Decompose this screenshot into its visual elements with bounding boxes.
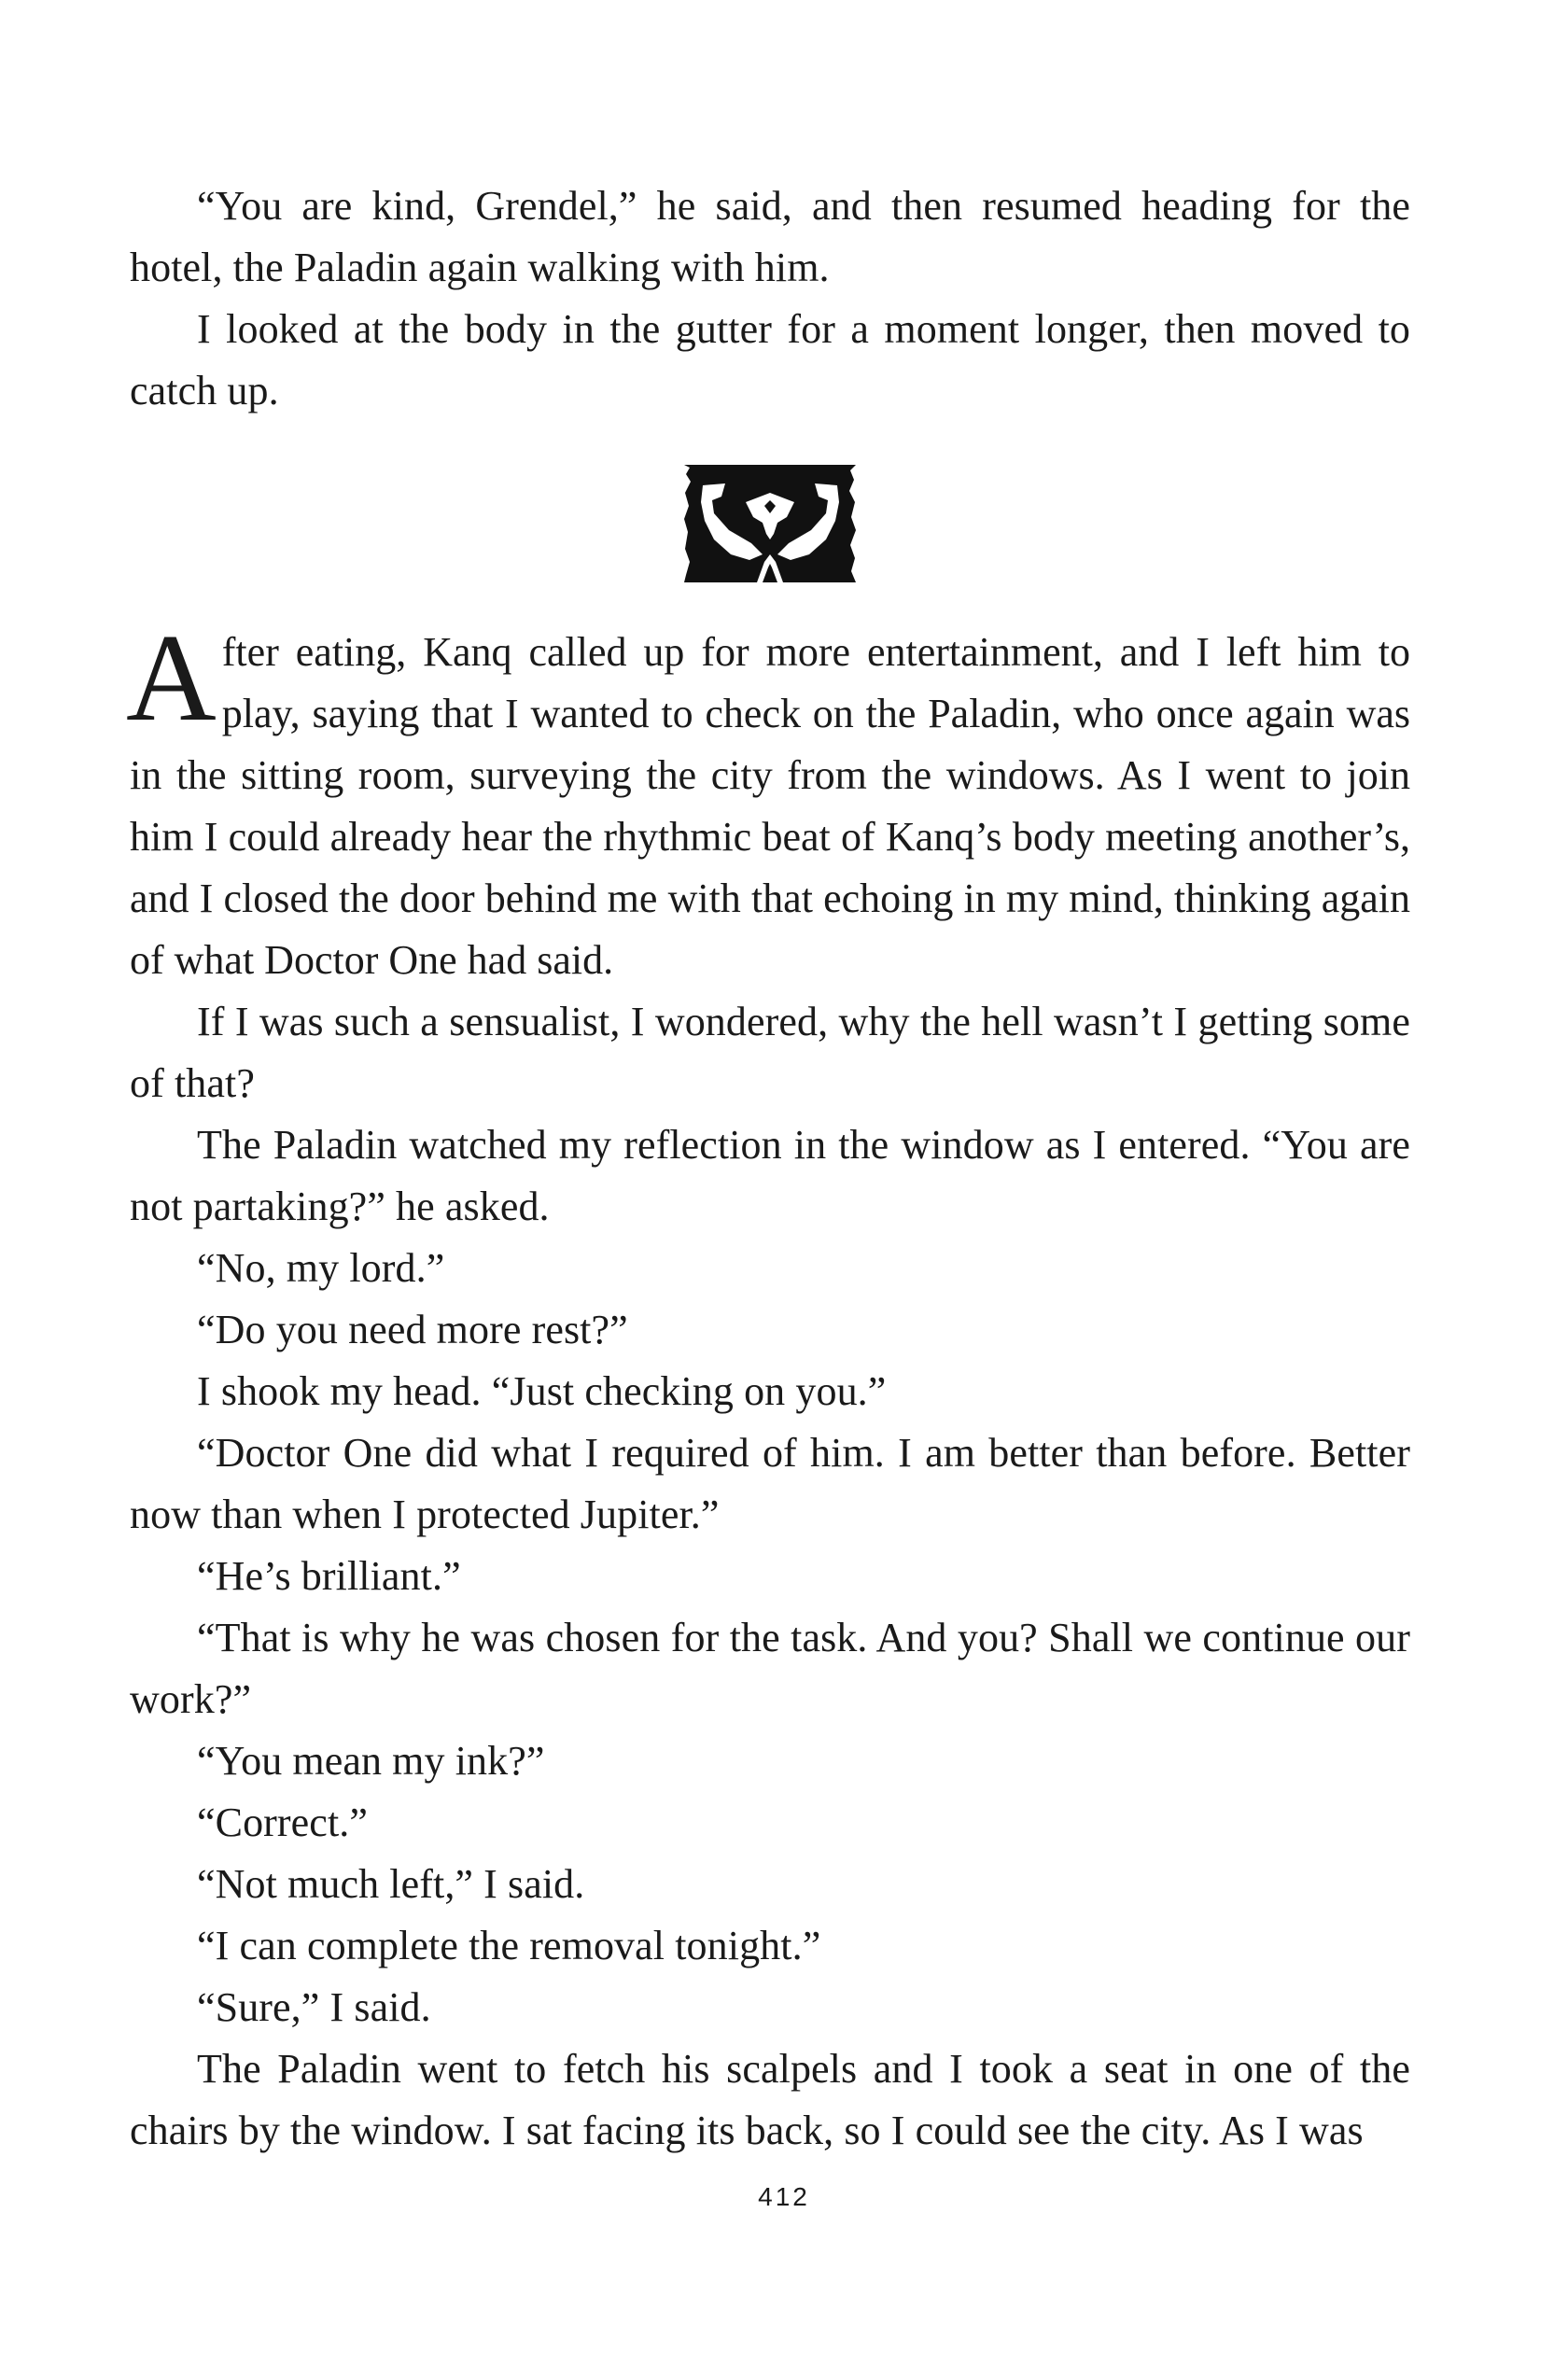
paragraph: “Doctor One did what I required of him. I am better than before. Better now than when I protected Jupiter.” bbox=[130, 1430, 1410, 1537]
dropcap-paragraph-text: fter eating, Kanq called up for more entertainment, and I left him to play, saying that I wanted to check on the Paladin, who once again was in the sitting room, surveying the city from the windows. As I went to join him I could already hear the rhythmic beat of Kanq’s body meeting another’s, and I closed the door behind me with that echoing in my mind, thinking again of what Doctor One had said. bbox=[130, 629, 1410, 983]
paragraph: “No, my lord.” bbox=[197, 1245, 445, 1291]
paragraph: “Do you need more rest?” bbox=[197, 1307, 628, 1352]
paragraph: If I was such a sensualist, I wondered, why the hell wasn’t I getting some of that? bbox=[130, 999, 1410, 1106]
paragraph: The Paladin watched my reflection in the window as I entered. “You are not partaking?” he asked. bbox=[130, 1122, 1410, 1229]
paragraph: I shook my head. “Just checking on you.” bbox=[197, 1368, 887, 1414]
scene-break-ornament-icon bbox=[684, 465, 856, 582]
drop-cap-initial: A bbox=[126, 609, 217, 747]
paragraph: “You are kind, Grendel,” he said, and then resumed heading for the hotel, the Paladin again walking with him. bbox=[130, 183, 1410, 290]
paragraph: “I can complete the removal tonight.” bbox=[197, 1923, 821, 1968]
paragraph: The Paladin went to fetch his scalpels and I took a seat in one of the chairs by the window. I sat facing its back, so I could see the city. As I was bbox=[130, 2046, 1410, 2153]
paragraph: I looked at the body in the gutter for a moment longer, then moved to catch up. bbox=[130, 306, 1410, 413]
page-body bbox=[126, 175, 1410, 2162]
dropcap-paragraph bbox=[126, 609, 1410, 991]
paragraph: “Not much left,” I said. bbox=[197, 1861, 585, 1907]
page-number: 412 bbox=[758, 2182, 810, 2211]
paragraph: “Sure,” I said. bbox=[197, 1984, 431, 2030]
paragraph: “You mean my ink?” bbox=[197, 1738, 545, 1784]
paragraph: “He’s brilliant.” bbox=[197, 1553, 461, 1599]
paragraph: “That is why he was chosen for the task. And you? Shall we continue our work?” bbox=[130, 1615, 1410, 1722]
paragraph: “Correct.” bbox=[197, 1800, 368, 1845]
